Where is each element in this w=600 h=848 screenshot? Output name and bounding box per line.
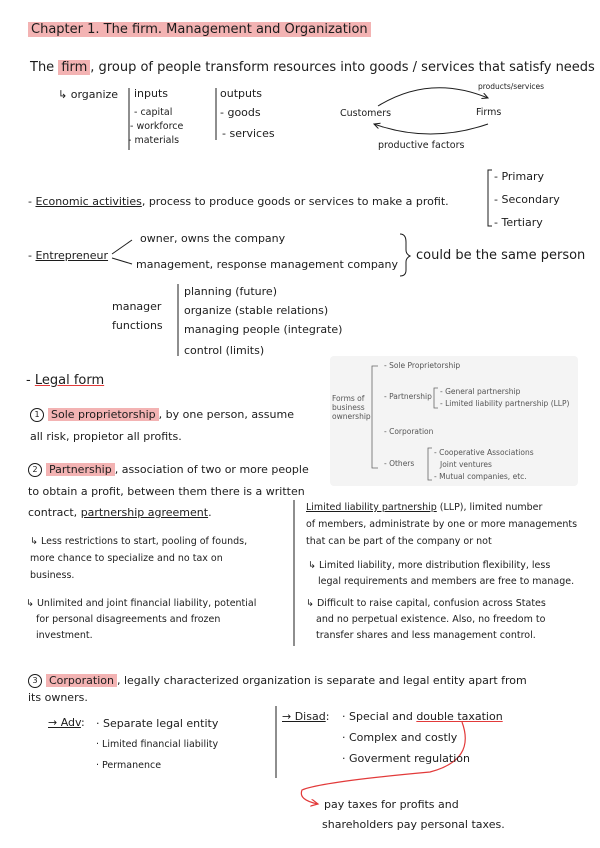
ownership-chart-subitem: - Mutual companies, etc. xyxy=(434,472,527,481)
llp-line-1: Limited liability partnership (LLP), limited number xyxy=(306,502,543,513)
corporation-disad-item: · Goverment regulation xyxy=(342,752,470,765)
manager-label: manager xyxy=(112,300,162,313)
partnership-dis: for personal disagreements and frozen xyxy=(36,614,221,625)
entrepreneur-note: could be the same person xyxy=(416,248,586,263)
input-item: - workforce xyxy=(130,121,184,132)
cycle-customers-label: Customers xyxy=(340,108,392,119)
partnership-agreement: partnership agreement xyxy=(80,506,209,519)
manager-function: organize (stable relations) xyxy=(184,304,329,317)
inputs-heading: inputs xyxy=(134,87,169,100)
organize-label: ↳ organize xyxy=(58,88,119,101)
legal-heading: - Legal form xyxy=(26,373,105,388)
llp-line-2: of members, administrate by one or more managements xyxy=(306,519,578,530)
ownership-chart-subitem: - Limited liability partnership (LLP) xyxy=(440,399,570,408)
corporation-adv-item: · Separate legal entity xyxy=(96,717,219,730)
tax-note-line-1: pay taxes for profits and xyxy=(324,798,459,811)
llp-dis: and no perpetual existence. Also, no freedom to xyxy=(316,614,546,625)
double-taxation: double taxation xyxy=(416,710,503,723)
entrepreneur-owner: owner, owns the company xyxy=(140,232,286,245)
sector-item: - Tertiary xyxy=(494,216,543,229)
page-title: Chapter 1. The firm. Management and Organization xyxy=(28,22,371,38)
sole-line-2: all risk, propietor all profits. xyxy=(30,430,182,443)
llp-line-3: that can be part of the company or not xyxy=(306,536,492,547)
economic-term: Economic activities xyxy=(35,195,142,208)
partnership-adv: more chance to specialize and no tax on xyxy=(30,553,223,564)
manager-function: planning (future) xyxy=(184,285,277,298)
partnership-adv: business. xyxy=(30,570,75,581)
ownership-chart-item: - Partnership xyxy=(384,392,432,401)
sole-line-1: 1 Sole proprietorship , by one person, assume xyxy=(30,408,294,422)
entrepreneur-management: management, response management company xyxy=(136,258,399,271)
llp-adv: ↳ Limited liability, more distribution flexibility, less xyxy=(308,560,551,571)
partnership-dis: investment. xyxy=(36,630,93,641)
corporation-adv-item: · Limited financial liability xyxy=(96,739,219,750)
corporation-disad-label: → Disad: xyxy=(282,710,330,723)
llp-dis: ↳ Difficult to raise capital, confusion across States xyxy=(306,598,546,609)
corporation-term: Corporation xyxy=(46,674,117,687)
llp-term: Limited liability partnership xyxy=(306,502,437,513)
input-item: - materials xyxy=(128,135,180,146)
cycle-bottom-label: productive factors xyxy=(378,140,465,151)
corporation-disad-item: · Special and double taxation xyxy=(342,710,503,723)
manager-label: functions xyxy=(112,319,163,332)
corporation-disad-item: · Complex and costly xyxy=(342,731,458,744)
firm-term: firm xyxy=(58,60,90,75)
output-item: - goods xyxy=(220,106,261,119)
partnership-adv: ↳ Less restrictions to start, pooling of founds, xyxy=(30,536,248,547)
partnership-dis: ↳ Unlimited and joint financial liability, potential xyxy=(26,598,257,609)
firm-definition: The firm , group of people transform resources into goods / services that satisfy needs xyxy=(30,60,595,75)
partnership-line-3: contract, partnership agreement. xyxy=(28,506,212,519)
ownership-chart-item: - Corporation xyxy=(384,427,434,436)
partnership-line-2: to obtain a profit, between them there is a written xyxy=(28,485,305,498)
ownership-chart-subitem: - Cooperative Associations xyxy=(434,448,534,457)
output-item: - services xyxy=(222,127,275,140)
cycle-firms-label: Firms xyxy=(476,107,502,118)
llp-dis: transfer shares and less management control. xyxy=(316,630,536,641)
ownership-chart-item: - Others xyxy=(384,459,415,468)
corporation-adv-item: · Permanence xyxy=(96,760,162,771)
outputs-heading: outputs xyxy=(220,87,263,100)
sole-term: Sole proprietorship xyxy=(48,408,159,421)
cycle-top-label: products/services xyxy=(478,82,545,91)
ownership-chart-item: - Sole Proprietorship xyxy=(384,361,461,370)
partnership-line-1: 2 Partnership , association of two or more people xyxy=(28,463,309,477)
manager-function: managing people (integrate) xyxy=(184,323,343,336)
input-item: - capital xyxy=(134,107,173,118)
llp-adv: legal requirements and members are free to manage. xyxy=(318,576,575,587)
economic-definition: - Economic activities, process to produce goods or services to make a profit. xyxy=(28,195,449,208)
sector-item: - Primary xyxy=(494,170,544,183)
tax-note-line-2: shareholders pay personal taxes. xyxy=(322,818,505,831)
entrepreneur-term: - Entrepreneur xyxy=(28,249,109,262)
ownership-chart-subitem: - General partnership xyxy=(440,387,521,396)
partnership-term: Partnership xyxy=(46,463,115,476)
sector-item: - Secondary xyxy=(494,193,560,206)
ownership-chart-subitem: Joint ventures xyxy=(440,460,492,469)
manager-function: control (limits) xyxy=(184,344,265,357)
ownership-chart-root: Forms of business ownership xyxy=(332,394,371,421)
corporation-line-2: its owners. xyxy=(28,691,88,704)
corporation-line-1: 3 Corporation , legally characterized organization is separate and legal entity apart from xyxy=(28,674,527,688)
corporation-adv-label: → Adv: xyxy=(48,716,85,729)
